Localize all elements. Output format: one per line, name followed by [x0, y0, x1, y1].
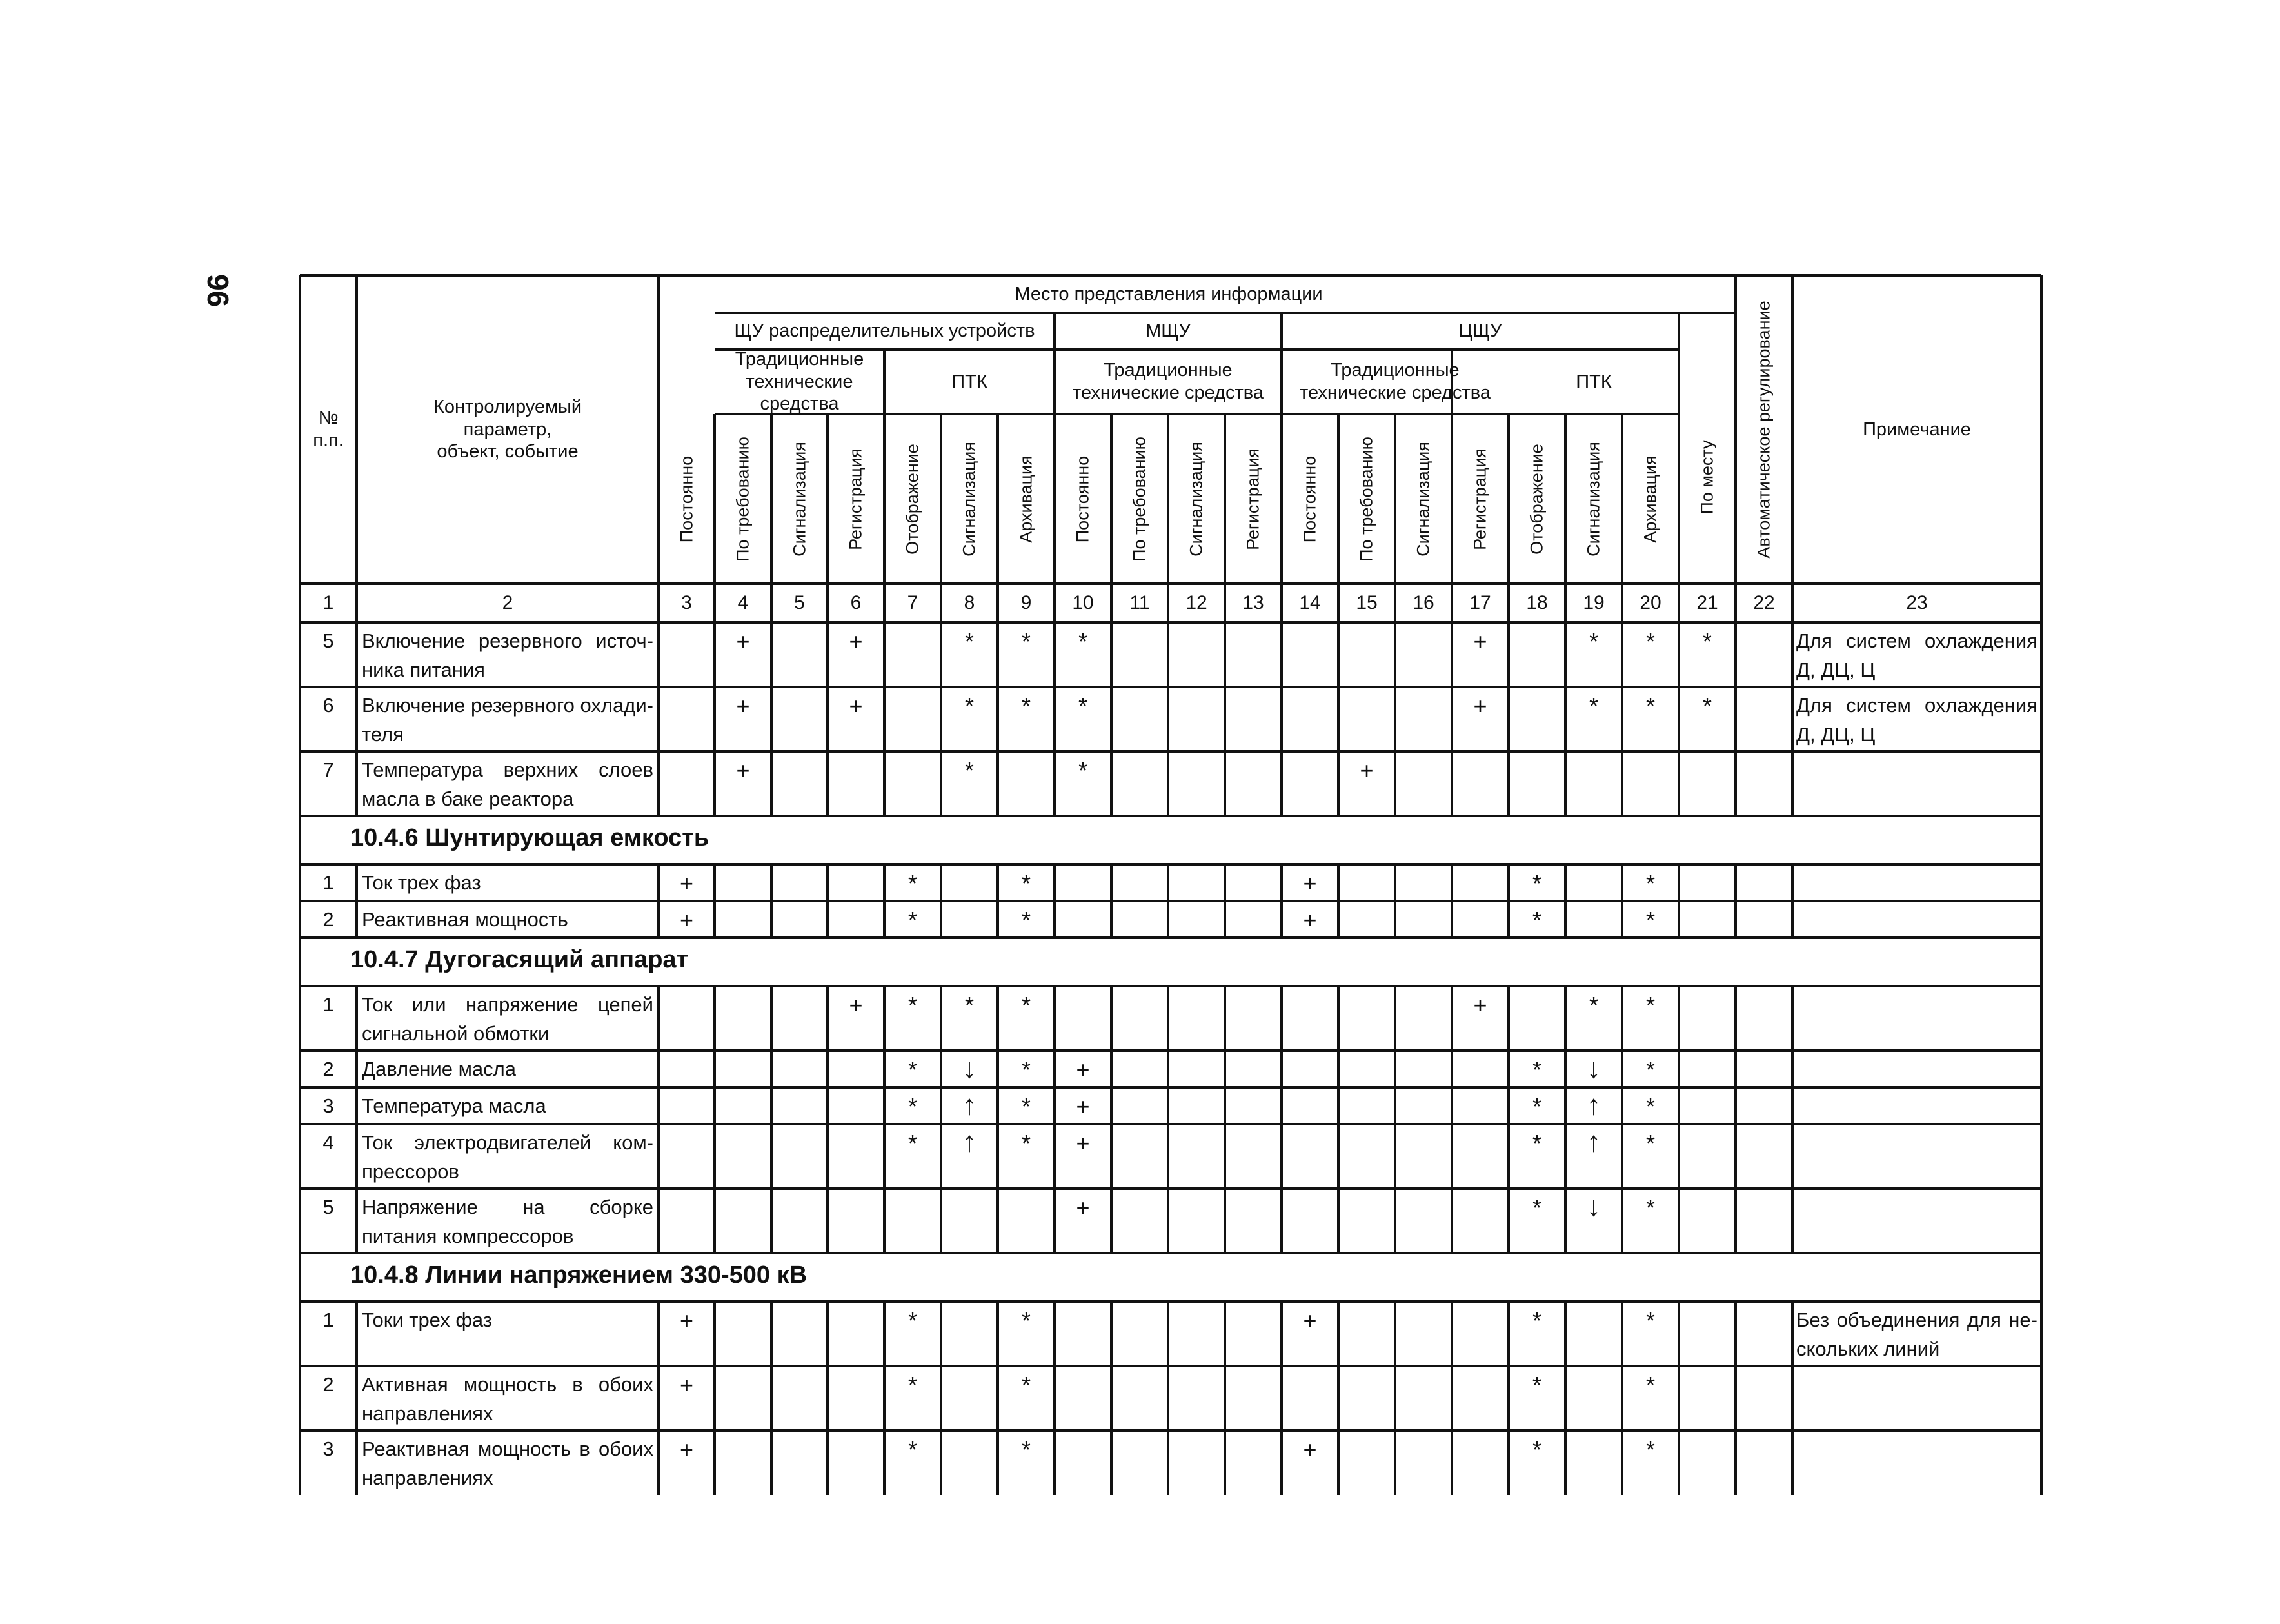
row-number: 4 — [322, 1131, 334, 1154]
row-mark: + — [1473, 628, 1487, 655]
row-mark: * — [1645, 693, 1655, 719]
row-parameter: Включение резервного охлади-теля — [362, 694, 653, 746]
row-mark: * — [907, 1372, 917, 1398]
row-number: 3 — [322, 1094, 334, 1117]
row-mark: * — [907, 1436, 917, 1463]
row-number: 1 — [322, 993, 334, 1016]
column-number: 4 — [737, 592, 749, 613]
row-mark: * — [1702, 693, 1712, 719]
row-mark: ↓ — [962, 1053, 976, 1084]
row-note: Для систем охлаждения Д, ДЦ, Ц — [1796, 694, 2037, 746]
row-mark: * — [1645, 628, 1655, 655]
row-parameter: Температура масла — [362, 1094, 546, 1117]
row-number: 1 — [322, 1309, 334, 1331]
row-mark: ↑ — [962, 1089, 976, 1121]
row-mark: * — [1589, 628, 1598, 655]
row-number: 7 — [322, 758, 334, 781]
column-leaf-header: Архивация — [1016, 455, 1036, 543]
section-heading: 10.4.7 Дугогасящий аппарат — [350, 946, 689, 973]
column-number: 16 — [1413, 592, 1434, 613]
row-mark: * — [1702, 628, 1712, 655]
row-mark: * — [907, 907, 917, 933]
row-mark: + — [679, 1307, 694, 1334]
row-mark: + — [849, 693, 863, 719]
column-leaf-header: Сигнализация — [1186, 441, 1206, 557]
column-subgroup-header: Традиционные технические средства — [735, 348, 864, 415]
page-number: 96 — [201, 274, 235, 308]
column-number: 15 — [1356, 592, 1378, 613]
column-number: 17 — [1469, 592, 1491, 613]
row-mark: * — [1589, 992, 1598, 1018]
row-mark: * — [1645, 1436, 1655, 1463]
column-number: 19 — [1583, 592, 1605, 613]
row-number: 3 — [322, 1438, 334, 1460]
row-mark: * — [1532, 870, 1541, 896]
row-parameter: Ток трех фаз — [362, 871, 481, 894]
row-mark: * — [1078, 693, 1087, 719]
row-mark: ↑ — [1587, 1089, 1601, 1121]
row-mark: * — [1532, 1056, 1541, 1083]
column-number: 22 — [1753, 592, 1775, 613]
row-mark: * — [907, 870, 917, 896]
column-number: 1 — [322, 592, 334, 613]
column-header-parameter: Контролируемый параметр, объект, событие — [433, 396, 582, 462]
row-mark: + — [679, 907, 694, 933]
row-parameter: Ток электродвигателей ком-прессоров — [362, 1131, 653, 1183]
row-mark: * — [1532, 907, 1541, 933]
row-parameter: Давление масла — [362, 1058, 516, 1080]
column-leaf-header: Регистрация — [1243, 448, 1263, 550]
row-mark: * — [1078, 628, 1087, 655]
row-parameter: Реактивная мощность — [362, 908, 568, 931]
column-leaf-header: Регистрация — [846, 448, 866, 550]
row-number: 5 — [322, 629, 334, 652]
row-mark: * — [907, 1093, 917, 1120]
column-number: 8 — [964, 592, 975, 613]
column-leaf-header: Сигнализация — [959, 441, 979, 557]
column-group-header: МЩУ — [1145, 321, 1191, 342]
row-mark: * — [907, 1130, 917, 1156]
row-mark: + — [736, 628, 750, 655]
column-leaf-header: Сигнализация — [1413, 441, 1433, 557]
row-mark: * — [964, 693, 974, 719]
row-mark: * — [1645, 1194, 1655, 1221]
row-parameter: Температура верхних слоев масла в баке реактора — [362, 758, 653, 810]
row-note: Для систем охлаждения Д, ДЦ, Ц — [1796, 629, 2037, 681]
column-leaf-header: Сигнализация — [1583, 441, 1603, 557]
row-mark: ↓ — [1587, 1191, 1601, 1222]
column-number: 12 — [1185, 592, 1207, 613]
column-number: 3 — [681, 592, 692, 613]
column-header-place: Место представления информации — [1015, 283, 1323, 304]
column-group-header: ЩУ распределительных устройств — [734, 321, 1035, 342]
column-subgroup-header: ПТК — [951, 371, 987, 392]
column-subgroup-header: ПТК — [1576, 371, 1612, 392]
row-mark: * — [1532, 1093, 1541, 1120]
row-mark: * — [1021, 1093, 1031, 1120]
row-parameter: Реактивная мощность в обоих направлениях — [362, 1438, 653, 1489]
row-mark: + — [1076, 1130, 1090, 1156]
column-number: 23 — [1906, 592, 1928, 613]
row-mark: * — [1645, 870, 1655, 896]
row-mark: * — [1532, 1436, 1541, 1463]
column-header-number: № п.п. — [313, 408, 344, 451]
column-leaf-header: Отображение — [1527, 443, 1547, 555]
row-note: Без объединения для не-скольких линий — [1796, 1309, 2037, 1360]
column-number: 7 — [907, 592, 918, 613]
row-mark: + — [1076, 1056, 1090, 1083]
row-mark: * — [907, 1307, 917, 1334]
column-number: 5 — [794, 592, 805, 613]
row-mark: + — [1076, 1093, 1090, 1120]
row-mark: + — [1360, 757, 1374, 784]
row-mark: * — [1078, 757, 1087, 784]
column-leaf-header: Регистрация — [1470, 448, 1490, 550]
row-mark: * — [1645, 992, 1655, 1018]
row-number: 1 — [322, 871, 334, 894]
column-number: 18 — [1526, 592, 1548, 613]
row-mark: * — [907, 992, 917, 1018]
row-mark: * — [1021, 1307, 1031, 1334]
row-mark: * — [1021, 1056, 1031, 1083]
column-leaf-header: По месту — [1697, 440, 1717, 515]
column-number: 6 — [850, 592, 862, 613]
column-group-header: ЦЩУ — [1458, 321, 1502, 342]
column-leaf-header: По требованию — [1356, 436, 1376, 562]
column-leaf-header: Архивация — [1640, 455, 1660, 543]
row-mark: + — [849, 628, 863, 655]
column-leaf-header: Постоянно — [1300, 455, 1320, 542]
section-heading: 10.4.8 Линии напряжением 330-500 кВ — [350, 1262, 808, 1289]
row-number: 2 — [322, 908, 334, 931]
row-mark: * — [907, 1056, 917, 1083]
column-subgroup-header: Традиционные технические средства — [1072, 360, 1264, 403]
column-number: 2 — [502, 592, 513, 613]
row-mark: + — [1076, 1194, 1090, 1221]
row-number: 5 — [322, 1196, 334, 1218]
row-mark: * — [1532, 1372, 1541, 1398]
row-mark: + — [679, 870, 694, 896]
row-mark: + — [1473, 693, 1487, 719]
row-mark: * — [1021, 907, 1031, 933]
section-heading: 10.4.6 Шунтирующая емкость — [350, 824, 709, 851]
row-mark: * — [964, 992, 974, 1018]
row-mark: * — [1645, 1307, 1655, 1334]
row-mark: ↑ — [962, 1126, 976, 1158]
column-header-auto-regulation: Автоматическое регулирование — [1754, 301, 1774, 559]
row-mark: + — [736, 757, 750, 784]
row-mark: * — [1021, 870, 1031, 896]
row-mark: * — [1645, 1093, 1655, 1120]
column-number: 14 — [1299, 592, 1321, 613]
column-leaf-header: Постоянно — [1073, 455, 1093, 542]
row-mark: + — [736, 693, 750, 719]
row-mark: ↓ — [1587, 1053, 1601, 1084]
row-mark: * — [1021, 628, 1031, 655]
row-mark: + — [849, 992, 863, 1018]
row-mark: * — [964, 628, 974, 655]
column-leaf-header: Отображение — [902, 443, 922, 555]
column-leaf-header: Постоянно — [677, 455, 696, 542]
row-mark: * — [1532, 1307, 1541, 1334]
row-mark: * — [1021, 1372, 1031, 1398]
column-header-note: Примечание — [1863, 419, 1971, 440]
row-mark: * — [1021, 693, 1031, 719]
row-mark: * — [1589, 693, 1598, 719]
column-leaf-header: По требованию — [1129, 436, 1149, 562]
row-mark: + — [1303, 907, 1317, 933]
row-mark: * — [964, 757, 974, 784]
row-mark: * — [1021, 1436, 1031, 1463]
row-parameter: Включение резервного источ-ника питания — [362, 629, 653, 681]
row-parameter: Ток или напряжение цепей сигнальной обмотки — [362, 993, 653, 1045]
row-mark: + — [1303, 1307, 1317, 1334]
column-number: 20 — [1640, 592, 1661, 613]
row-number: 6 — [322, 694, 334, 717]
row-mark: + — [679, 1436, 694, 1463]
row-number: 2 — [322, 1373, 334, 1396]
column-number: 11 — [1129, 592, 1150, 613]
row-mark: ↑ — [1587, 1126, 1601, 1158]
column-leaf-header: По требованию — [733, 436, 753, 562]
row-mark: + — [1303, 870, 1317, 896]
column-number: 13 — [1242, 592, 1264, 613]
column-leaf-header: Сигнализация — [789, 441, 809, 557]
row-mark: + — [1473, 992, 1487, 1018]
row-parameter: Активная мощность в обоих направлениях — [362, 1373, 653, 1425]
column-number: 10 — [1072, 592, 1094, 613]
row-parameter: Напряжение на сборке питания компрессоров — [362, 1196, 653, 1247]
row-mark: * — [1532, 1130, 1541, 1156]
row-number: 2 — [322, 1058, 334, 1080]
row-mark: + — [679, 1372, 694, 1398]
specification-table — [300, 275, 2041, 1495]
column-number: 21 — [1696, 592, 1718, 613]
row-mark: + — [1303, 1436, 1317, 1463]
row-mark: * — [1021, 992, 1031, 1018]
row-mark: * — [1645, 1372, 1655, 1398]
row-mark: * — [1532, 1194, 1541, 1221]
row-parameter: Токи трех фаз — [362, 1309, 492, 1331]
column-number: 9 — [1020, 592, 1032, 613]
row-mark: * — [1645, 907, 1655, 933]
row-mark: * — [1645, 1056, 1655, 1083]
column-subgroup-header: Традиционные технические средства — [1299, 360, 1491, 403]
row-mark: * — [1021, 1130, 1031, 1156]
row-mark: * — [1645, 1130, 1655, 1156]
